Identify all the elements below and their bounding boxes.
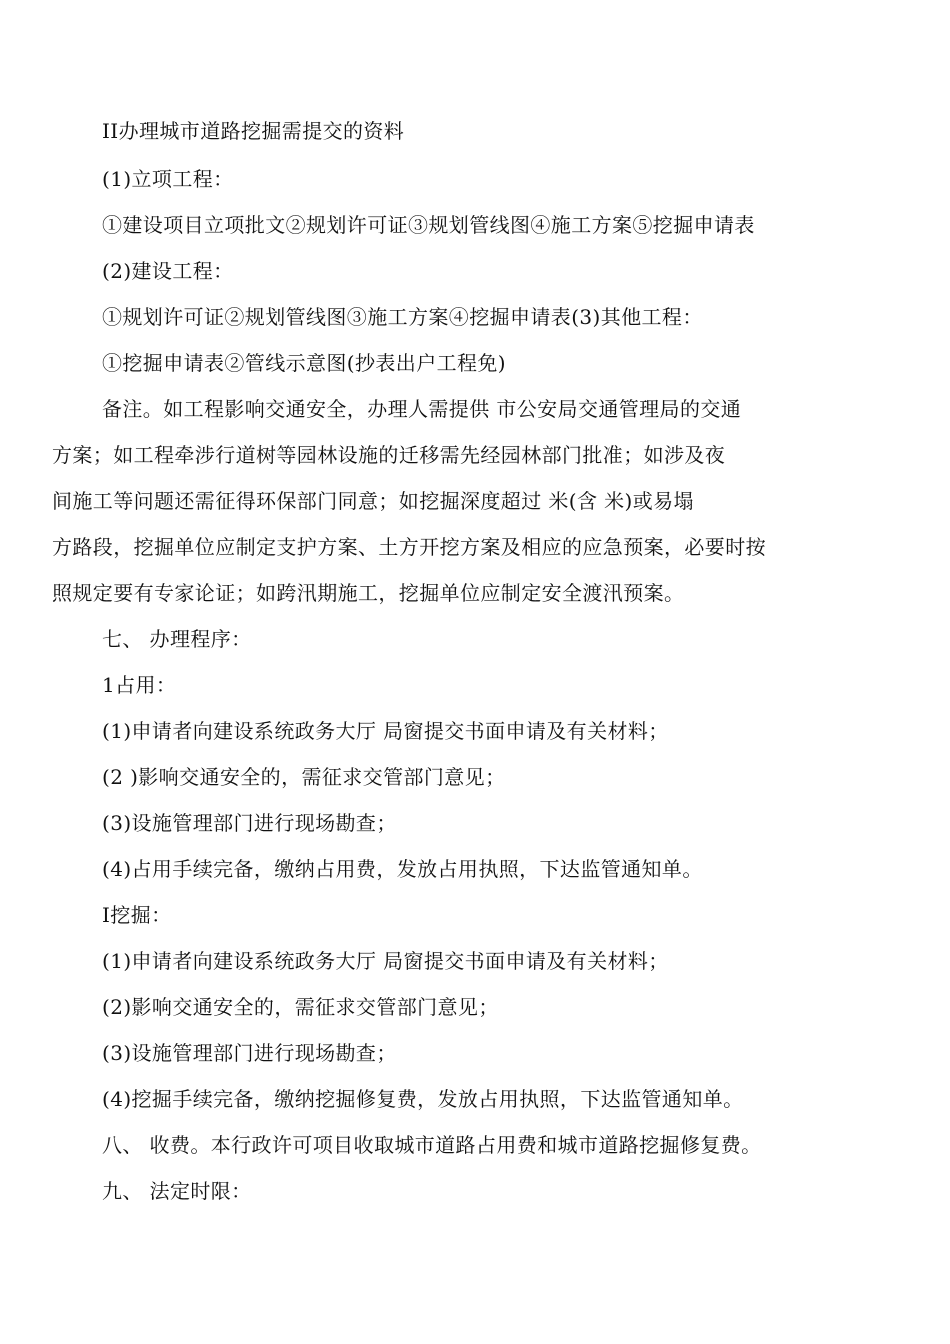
remark-paragraph-line: 间施工等问题还需征得环保部门同意；如挖掘深度超过 米(含 米)或易塌: [52, 489, 694, 513]
occupation-step: (1)申请者向建设系统政务大厅 局窗提交书面申请及有关材料；: [102, 719, 669, 743]
remark-paragraph-line: 备注。如工程影响交通安全，办理人需提供 市公安局交通管理局的交通: [102, 397, 742, 421]
section-heading-required-materials: II办理城市道路挖掘需提交的资料: [102, 119, 405, 143]
excavation-step: (2)影响交通安全的，需征求交管部门意见；: [102, 995, 499, 1019]
item-project-works-materials: ①建设项目立项批文②规划许可证③规划管线图④施工方案⑤挖掘申请表: [102, 213, 755, 237]
excavation-step: (4)挖掘手续完备，缴纳挖掘修复费，发放占用执照，下达监管通知单。: [102, 1087, 744, 1111]
occupation-step: (2 )影响交通安全的，需征求交管部门意见；: [102, 765, 506, 789]
item-project-works: (1)立项工程：: [102, 167, 234, 191]
subsection-excavation: I挖掘：: [102, 903, 172, 927]
excavation-step: (3)设施管理部门进行现场勘查；: [102, 1041, 397, 1065]
remark-paragraph-line: 方路段，挖掘单位应制定支护方案、土方开挖方案及相应的应急预案，必要时按: [52, 535, 766, 559]
subsection-occupation: 1占用：: [102, 673, 177, 697]
section-heading-fees: 八、 收费。本行政许可项目收取城市道路占用费和城市道路挖掘修复费。: [102, 1133, 762, 1157]
item-construction-works-materials: ①规划许可证②规划管线图③施工方案④挖掘申请表(3)其他工程：: [102, 305, 703, 329]
excavation-step: (1)申请者向建设系统政务大厅 局窗提交书面申请及有关材料；: [102, 949, 669, 973]
item-construction-works: (2)建设工程：: [102, 259, 234, 283]
section-heading-procedure: 七、 办理程序：: [102, 627, 252, 651]
occupation-step: (4)占用手续完备，缴纳占用费，发放占用执照，下达监管通知单。: [102, 857, 703, 881]
occupation-step: (3)设施管理部门进行现场勘查；: [102, 811, 397, 835]
remark-paragraph-line: 方案；如工程牵涉行道树等园林设施的迁移需先经园林部门批准；如涉及夜: [52, 443, 726, 467]
remark-paragraph-line: 照规定要有专家论证；如跨汛期施工，挖掘单位应制定安全渡汛预案。: [52, 581, 685, 605]
section-heading-time-limit: 九、 法定时限：: [102, 1179, 252, 1203]
item-other-works-materials: ①挖掘申请表②管线示意图(抄表出户工程免): [102, 351, 507, 375]
